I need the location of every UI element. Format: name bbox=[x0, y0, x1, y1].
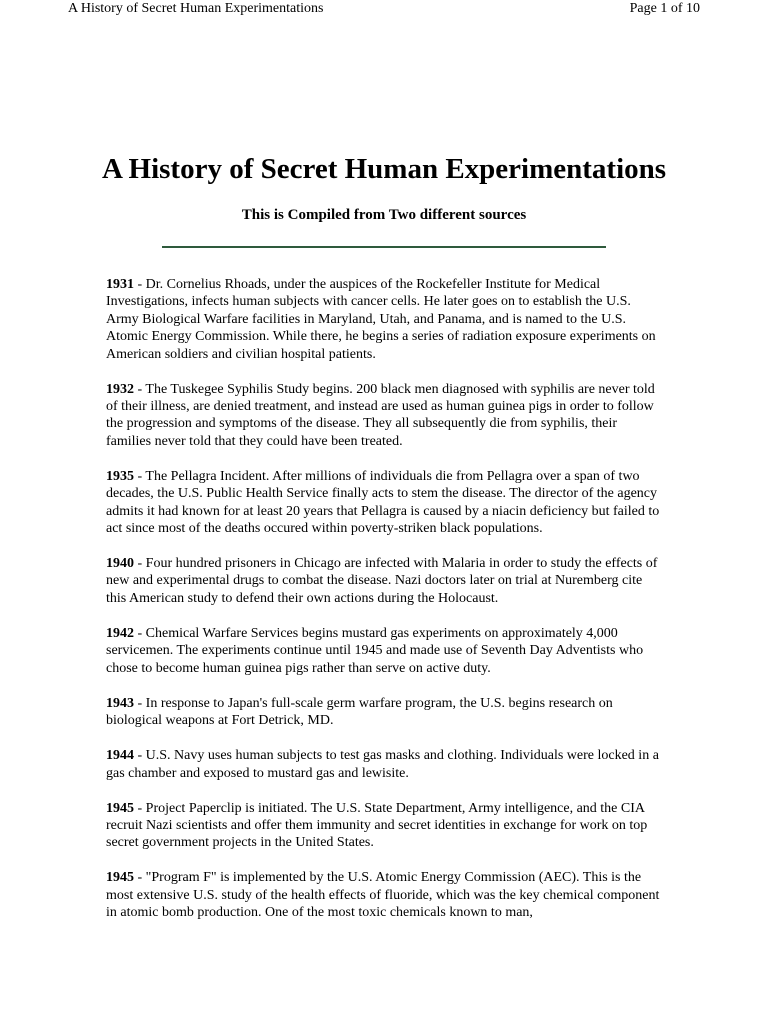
timeline-entry bbox=[106, 869, 662, 921]
document-subtitle: This is Compiled from Two different sources bbox=[241, 207, 527, 223]
entry-year: 1931 bbox=[106, 277, 134, 292]
entry-year: 1935 bbox=[106, 468, 134, 484]
entry-text: - Four hundred prisoners in Chicago are infected with Malaria in order to study the effects of new and experimental drugs to combat the disease. Nazi doctors later on trial at Nuremberg cite this American study to defend their own actions during the Holocaust. bbox=[106, 556, 658, 606]
timeline-entry bbox=[106, 695, 662, 730]
entry-text: - Project Paperclip is initiated. The U.S. State Department, Army intelligence, and the CIA recruit Nazi scientists and offer them immunity and secret identities in exchange for work on top secret government projects in the United States. bbox=[106, 800, 648, 851]
timeline-entry bbox=[106, 276, 662, 363]
entry-text: - U.S. Navy uses human subjects to test gas masks and clothing. Individuals were locked in a gas chamber and exposed to mustard gas and lewisite. bbox=[106, 748, 659, 781]
document-title: A History of Secret Human Experimentations bbox=[101, 153, 667, 185]
entry-year: 1945 bbox=[106, 800, 134, 816]
entry-text: - "Program F" is implemented by the U.S. Atomic Energy Commission (AEC). This is the most extensive U.S. study of the health effects of fluoride, which was the key chemical component in atomic bomb production. One of the most toxic chemicals known to man, bbox=[106, 870, 660, 921]
title-divider bbox=[162, 246, 606, 248]
entry-year: 1942 bbox=[106, 625, 134, 641]
header-page-number: Page 1 of 10 bbox=[629, 1, 700, 16]
entry-year: 1940 bbox=[106, 556, 134, 572]
timeline-entry bbox=[106, 625, 662, 677]
page-header bbox=[0, 0, 768, 22]
entry-year: 1932 bbox=[106, 381, 134, 397]
entry-text: - The Tuskegee Syphilis Study begins. 200 black men diagnosed with syphilis are never told of their illness, are denied treatment, and instead are used as human guinea pigs in order to follow the progression and symptoms of the disease. They all subsequently die from syphilis, their families never told that they could have been treated. bbox=[106, 381, 655, 449]
timeline-entries bbox=[106, 276, 662, 939]
entry-year: 1945 bbox=[106, 870, 134, 886]
timeline-entry bbox=[106, 381, 662, 451]
timeline-entry bbox=[106, 468, 662, 538]
timeline-entry bbox=[106, 747, 662, 782]
timeline-entry bbox=[106, 555, 662, 607]
header-document-title: A History of Secret Human Experimentations bbox=[68, 1, 324, 16]
entry-text: - In response to Japan's full-scale germ warfare program, the U.S. begins research on biological weapons at Fort Detrick, MD. bbox=[106, 695, 613, 729]
entry-year: 1944 bbox=[106, 748, 134, 764]
entry-year: 1943 bbox=[106, 695, 134, 711]
entry-text: - Dr. Cornelius Rhoads, under the auspices of the Rockefeller Institute for Medical Investigations, infects human subjects with cancer cells. He later goes on to establish the U.S. Army Biological Warfare facilities in Maryland, Utah, and Panama, and is named to the U.S. Atomic Energy Commission. While there, he begins a series of radiation exposure experiments on American soldiers and civilian hospital patients. bbox=[106, 277, 656, 362]
timeline-entry bbox=[106, 800, 662, 852]
entry-text: - The Pellagra Incident. After millions of individuals die from Pellagra over a span of two decades, the U.S. Public Health Service finally acts to stem the disease. The director of the agency admits it had known for at least 20 years that Pellagra is caused by a niacin deficiency but failed to act since most of the deaths occured within poverty-striken black populations. bbox=[106, 468, 660, 537]
entry-text: - Chemical Warfare Services begins mustard gas experiments on approximately 4,000 servicemen. The experiments continue until 1945 and made use of Seventh Day Adventists who chose to become human guinea pigs rather than serve on active duty. bbox=[106, 625, 644, 676]
